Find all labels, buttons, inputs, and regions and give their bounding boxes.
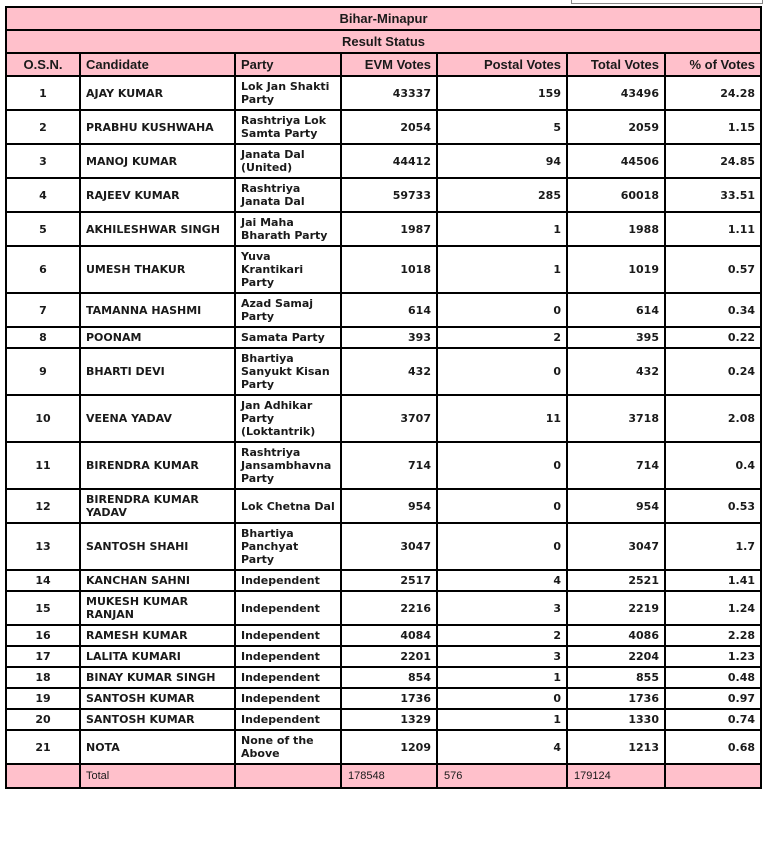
candidate-party: Independent (235, 591, 341, 625)
candidate-party: Independent (235, 646, 341, 667)
pct-votes: 0.22 (665, 327, 761, 348)
candidate-name: UMESH THAKUR (80, 246, 235, 293)
candidate-name: LALITA KUMARI (80, 646, 235, 667)
candidate-name: NOTA (80, 730, 235, 764)
candidate-osn: 13 (6, 523, 80, 570)
candidate-osn: 10 (6, 395, 80, 442)
col-header-party: Party (235, 53, 341, 76)
candidate-osn: 12 (6, 489, 80, 523)
candidate-name: BINAY KUMAR SINGH (80, 667, 235, 688)
candidate-party: Lok Chetna Dal (235, 489, 341, 523)
candidate-name: MUKESH KUMAR RANJAN (80, 591, 235, 625)
candidate-name: MANOJ KUMAR (80, 144, 235, 178)
candidate-party: Independent (235, 688, 341, 709)
postal-votes: 0 (437, 293, 567, 327)
candidate-osn: 9 (6, 348, 80, 395)
evm-votes: 1736 (341, 688, 437, 709)
candidate-osn: 8 (6, 327, 80, 348)
evm-votes: 2201 (341, 646, 437, 667)
totals-total-votes: 179124 (567, 764, 665, 788)
pct-votes: 1.23 (665, 646, 761, 667)
candidate-name: PRABHU KUSHWAHA (80, 110, 235, 144)
evm-votes: 614 (341, 293, 437, 327)
postal-votes: 11 (437, 395, 567, 442)
candidate-party: Rashtriya Janata Dal (235, 178, 341, 212)
col-header-postal-votes: Postal Votes (437, 53, 567, 76)
table-row (6, 489, 761, 523)
total-votes: 2521 (567, 570, 665, 591)
candidate-osn: 11 (6, 442, 80, 489)
table-row (6, 709, 761, 730)
col-header-pct-votes: % of Votes (665, 53, 761, 76)
evm-votes: 432 (341, 348, 437, 395)
table-row (6, 144, 761, 178)
table-row (6, 442, 761, 489)
postal-votes: 159 (437, 76, 567, 110)
pct-votes: 2.28 (665, 625, 761, 646)
total-votes: 60018 (567, 178, 665, 212)
candidate-party: Samata Party (235, 327, 341, 348)
pct-votes: 1.24 (665, 591, 761, 625)
evm-votes: 854 (341, 667, 437, 688)
pct-votes: 0.74 (665, 709, 761, 730)
total-votes: 2059 (567, 110, 665, 144)
postal-votes: 2 (437, 327, 567, 348)
postal-votes: 0 (437, 688, 567, 709)
postal-votes: 1 (437, 709, 567, 730)
candidate-osn: 21 (6, 730, 80, 764)
total-votes: 44506 (567, 144, 665, 178)
evm-votes: 2517 (341, 570, 437, 591)
evm-votes: 2216 (341, 591, 437, 625)
pct-votes: 0.48 (665, 667, 761, 688)
result-status-title: Result Status (6, 30, 761, 53)
total-votes: 43496 (567, 76, 665, 110)
candidate-osn: 18 (6, 667, 80, 688)
total-votes: 395 (567, 327, 665, 348)
candidate-osn: 1 (6, 76, 80, 110)
candidate-name: SANTOSH SHAHI (80, 523, 235, 570)
pct-votes: 33.51 (665, 178, 761, 212)
pct-votes: 0.24 (665, 348, 761, 395)
candidate-party: Yuva Krantikari Party (235, 246, 341, 293)
candidate-name: KANCHAN SAHNI (80, 570, 235, 591)
candidate-name: BHARTI DEVI (80, 348, 235, 395)
postal-votes: 4 (437, 730, 567, 764)
postal-votes: 4 (437, 570, 567, 591)
evm-votes: 2054 (341, 110, 437, 144)
evm-votes: 393 (341, 327, 437, 348)
pct-votes: 1.15 (665, 110, 761, 144)
candidate-osn: 14 (6, 570, 80, 591)
total-votes: 1019 (567, 246, 665, 293)
totals-row (6, 764, 761, 788)
totals-party (235, 764, 341, 788)
table-row (6, 688, 761, 709)
pct-votes: 1.7 (665, 523, 761, 570)
total-votes: 2219 (567, 591, 665, 625)
candidate-party: Independent (235, 625, 341, 646)
table-row (6, 246, 761, 293)
candidate-party: Janata Dal (United) (235, 144, 341, 178)
results-table (5, 6, 762, 789)
postal-votes: 1 (437, 212, 567, 246)
candidate-osn: 15 (6, 591, 80, 625)
totals-label: Total (80, 764, 235, 788)
total-votes: 1330 (567, 709, 665, 730)
candidate-party: Jan Adhikar Party (Loktantrik) (235, 395, 341, 442)
total-votes: 2204 (567, 646, 665, 667)
candidate-name: POONAM (80, 327, 235, 348)
col-header-osn: O.S.N. (6, 53, 80, 76)
candidate-name: RAMESH KUMAR (80, 625, 235, 646)
pct-votes: 1.41 (665, 570, 761, 591)
candidate-name: BIRENDRA KUMAR (80, 442, 235, 489)
col-header-candidate: Candidate (80, 53, 235, 76)
candidate-osn: 20 (6, 709, 80, 730)
evm-votes: 59733 (341, 178, 437, 212)
postal-votes: 0 (437, 442, 567, 489)
evm-votes: 3707 (341, 395, 437, 442)
pct-votes: 24.85 (665, 144, 761, 178)
total-votes: 714 (567, 442, 665, 489)
candidate-name: RAJEEV KUMAR (80, 178, 235, 212)
evm-votes: 1329 (341, 709, 437, 730)
pct-votes: 24.28 (665, 76, 761, 110)
total-votes: 1988 (567, 212, 665, 246)
column-header-row (6, 53, 761, 76)
candidate-osn: 3 (6, 144, 80, 178)
table-row (6, 523, 761, 570)
candidate-osn: 4 (6, 178, 80, 212)
total-votes: 4086 (567, 625, 665, 646)
candidate-party: Azad Samaj Party (235, 293, 341, 327)
total-votes: 1736 (567, 688, 665, 709)
candidate-name: SANTOSH KUMAR (80, 709, 235, 730)
candidate-party: Bhartiya Sanyukt Kisan Party (235, 348, 341, 395)
total-votes: 432 (567, 348, 665, 395)
postal-votes: 1 (437, 667, 567, 688)
candidate-party: Independent (235, 570, 341, 591)
col-header-total-votes: Total Votes (567, 53, 665, 76)
candidate-osn: 2 (6, 110, 80, 144)
evm-votes: 43337 (341, 76, 437, 110)
postal-votes: 0 (437, 348, 567, 395)
candidate-party: Rashtriya Jansambhavna Party (235, 442, 341, 489)
candidate-name: TAMANNA HASHMI (80, 293, 235, 327)
evm-votes: 1018 (341, 246, 437, 293)
table-row (6, 395, 761, 442)
top-edge-box (571, 0, 763, 4)
candidate-party: Lok Jan Shakti Party (235, 76, 341, 110)
totals-osn (6, 764, 80, 788)
candidate-party: Independent (235, 667, 341, 688)
candidate-party: Independent (235, 709, 341, 730)
table-row (6, 570, 761, 591)
postal-votes: 3 (437, 646, 567, 667)
postal-votes: 5 (437, 110, 567, 144)
table-row (6, 212, 761, 246)
candidate-party: None of the Above (235, 730, 341, 764)
table-row (6, 348, 761, 395)
candidate-osn: 19 (6, 688, 80, 709)
candidate-name: AJAY KUMAR (80, 76, 235, 110)
table-row (6, 625, 761, 646)
constituency-title: Bihar-Minapur (6, 7, 761, 30)
total-votes: 1213 (567, 730, 665, 764)
candidate-name: VEENA YADAV (80, 395, 235, 442)
postal-votes: 0 (437, 489, 567, 523)
postal-votes: 1 (437, 246, 567, 293)
table-row (6, 110, 761, 144)
total-votes: 954 (567, 489, 665, 523)
total-votes: 3718 (567, 395, 665, 442)
candidate-name: AKHILESHWAR SINGH (80, 212, 235, 246)
pct-votes: 0.97 (665, 688, 761, 709)
table-row (6, 646, 761, 667)
pct-votes: 0.34 (665, 293, 761, 327)
candidate-osn: 17 (6, 646, 80, 667)
candidate-party: Bhartiya Panchyat Party (235, 523, 341, 570)
total-votes: 3047 (567, 523, 665, 570)
total-votes: 855 (567, 667, 665, 688)
candidate-osn: 5 (6, 212, 80, 246)
pct-votes: 0.57 (665, 246, 761, 293)
candidate-osn: 6 (6, 246, 80, 293)
evm-votes: 954 (341, 489, 437, 523)
table-row (6, 178, 761, 212)
candidate-name: SANTOSH KUMAR (80, 688, 235, 709)
postal-votes: 285 (437, 178, 567, 212)
table-row (6, 327, 761, 348)
pct-votes: 0.4 (665, 442, 761, 489)
table-row (6, 76, 761, 110)
postal-votes: 3 (437, 591, 567, 625)
evm-votes: 4084 (341, 625, 437, 646)
col-header-evm-votes: EVM Votes (341, 53, 437, 76)
table-row (6, 293, 761, 327)
totals-pct-votes (665, 764, 761, 788)
pct-votes: 1.11 (665, 212, 761, 246)
candidate-party: Jai Maha Bharath Party (235, 212, 341, 246)
candidate-osn: 16 (6, 625, 80, 646)
evm-votes: 44412 (341, 144, 437, 178)
totals-postal-votes: 576 (437, 764, 567, 788)
pct-votes: 2.08 (665, 395, 761, 442)
evm-votes: 1987 (341, 212, 437, 246)
evm-votes: 1209 (341, 730, 437, 764)
table-row (6, 591, 761, 625)
postal-votes: 0 (437, 523, 567, 570)
candidate-name: BIRENDRA KUMAR YADAV (80, 489, 235, 523)
table-row (6, 667, 761, 688)
evm-votes: 714 (341, 442, 437, 489)
evm-votes: 3047 (341, 523, 437, 570)
candidate-party: Rashtriya Lok Samta Party (235, 110, 341, 144)
pct-votes: 0.68 (665, 730, 761, 764)
total-votes: 614 (567, 293, 665, 327)
totals-evm-votes: 178548 (341, 764, 437, 788)
postal-votes: 2 (437, 625, 567, 646)
candidate-osn: 7 (6, 293, 80, 327)
pct-votes: 0.53 (665, 489, 761, 523)
table-row (6, 730, 761, 764)
postal-votes: 94 (437, 144, 567, 178)
